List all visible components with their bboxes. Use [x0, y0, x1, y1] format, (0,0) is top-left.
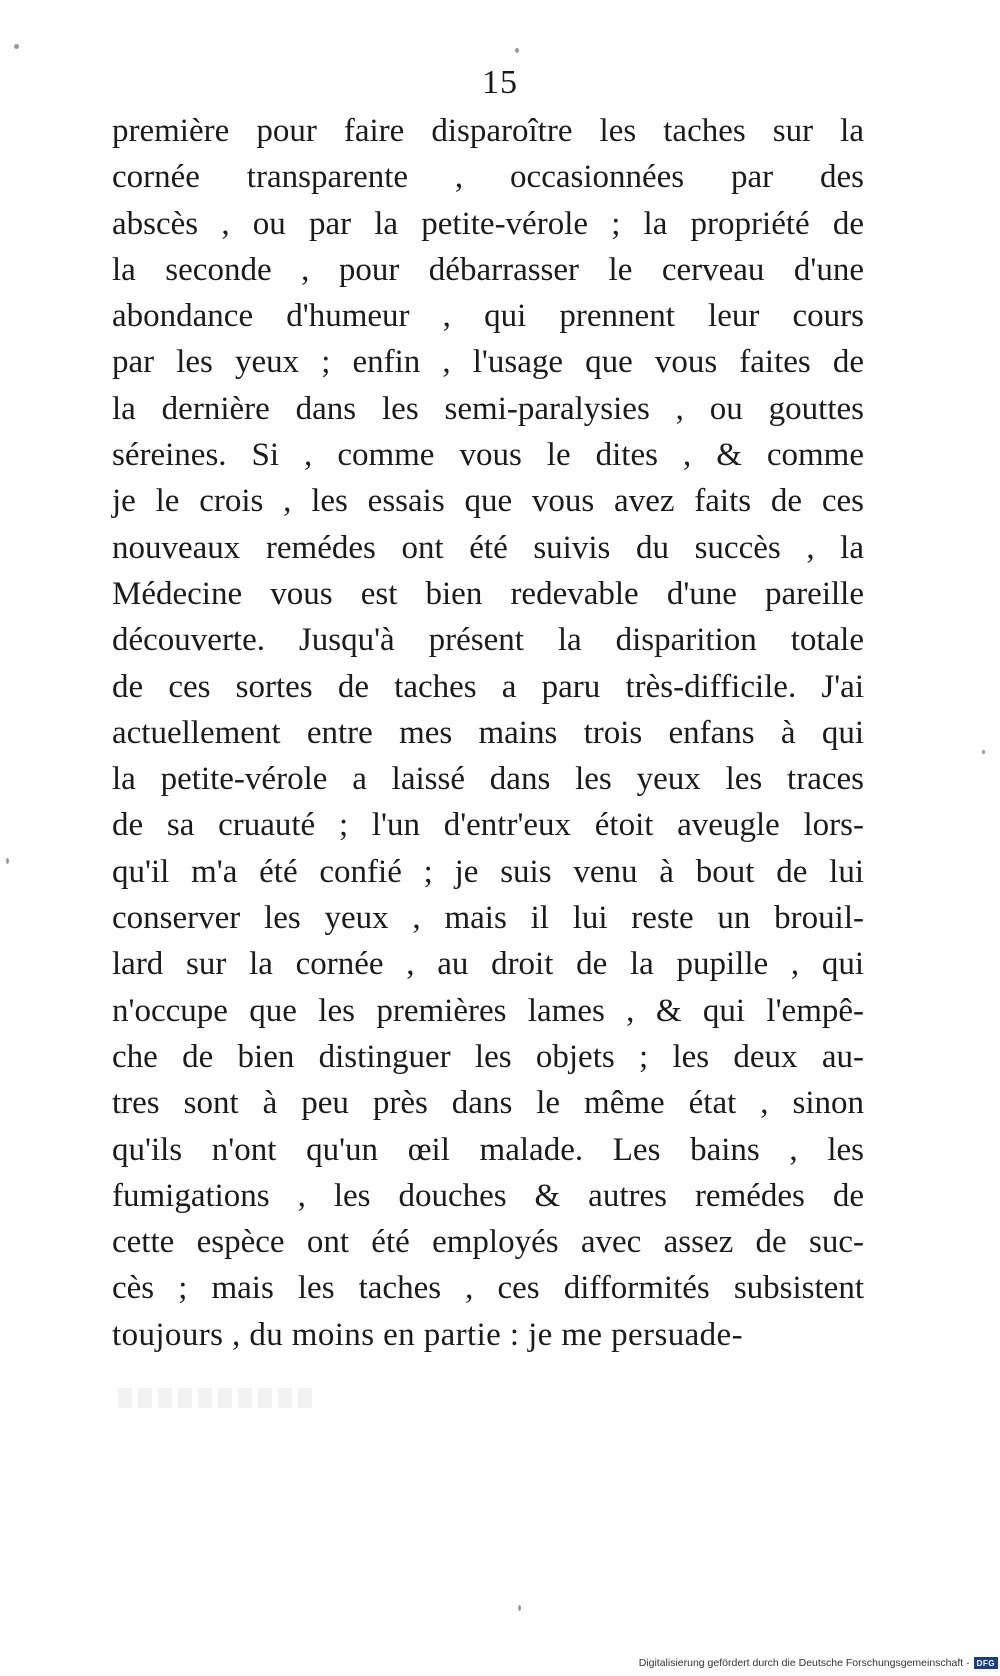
- page-number: 15: [482, 64, 518, 101]
- text-line: lard sur la cornée , au droit de la pupille , qui: [112, 946, 864, 983]
- text-line: la petite-vérole a laissé dans les yeux les traces: [112, 761, 864, 798]
- text-line: cornée transparente , occasionnées par des: [112, 159, 864, 196]
- text-line: qu'ils n'ont qu'un œil malade. Les bains , les: [112, 1131, 864, 1168]
- dfg-logo-icon: DFG: [974, 1657, 998, 1669]
- text-line: Médecine vous est bien redevable d'une pareille: [112, 575, 864, 612]
- text-line: par les yeux ; enfin , l'usage que vous faites de: [112, 344, 864, 381]
- text-line: tres sont à peu près dans le même état , sinon: [112, 1085, 864, 1122]
- text-line: fumigations , les douches & autres remédes de: [112, 1177, 864, 1214]
- text-line: découverte. Jusqu'à présent la disparition totale: [112, 622, 864, 659]
- text-line: première pour faire disparoître les taches sur la: [112, 113, 864, 149]
- digitization-credit: [635, 1654, 998, 1672]
- text-line: actuellement entre mes mains trois enfans à qui: [112, 714, 864, 751]
- text-line: la seconde , pour débarrasser le cerveau d'une: [112, 251, 864, 288]
- text-line: nouveaux remédes ont été suivis du succès , la: [112, 529, 864, 566]
- text-line: conserver les yeux , mais il lui reste un brouil-: [112, 900, 864, 937]
- text-line: séreines. Si , comme vous le dites , & comme: [112, 437, 864, 474]
- text-line: n'occupe que les premières lames , & qui l'empê-: [112, 992, 864, 1029]
- credit-text: Digitalisierung gefördert durch die Deutsche Forschungsgemeinschaft -: [638, 1657, 970, 1669]
- text-line: cès ; mais les taches , ces difformités subsistent: [112, 1270, 864, 1307]
- body-text: [112, 108, 864, 1358]
- text-line: je le crois , les essais que vous avez faits de ces: [112, 483, 864, 520]
- faint-offset-print: [118, 1388, 318, 1408]
- text-line: la dernière dans les semi-paralysies , ou gouttes: [112, 390, 864, 427]
- text-line-last: toujours , du moins en partie : je me persuade-: [112, 1316, 743, 1353]
- text-line: abondance d'humeur , qui prennent leur cours: [112, 298, 864, 335]
- text-line: abscès , ou par la petite-vérole ; la propriété de: [112, 205, 864, 242]
- text-line: cette espèce ont été employés avec assez de suc-: [112, 1224, 864, 1261]
- text-line: che de bien distinguer les objets ; les deux au-: [112, 1038, 864, 1075]
- text-line: de sa cruauté ; l'un d'entr'eux étoit aveugle lors-: [112, 807, 864, 844]
- text-line: qu'il m'a été confié ; je suis venu à bout de lui: [112, 853, 864, 890]
- text-line: de ces sortes de taches a paru très-difficile. J'ai: [112, 668, 864, 705]
